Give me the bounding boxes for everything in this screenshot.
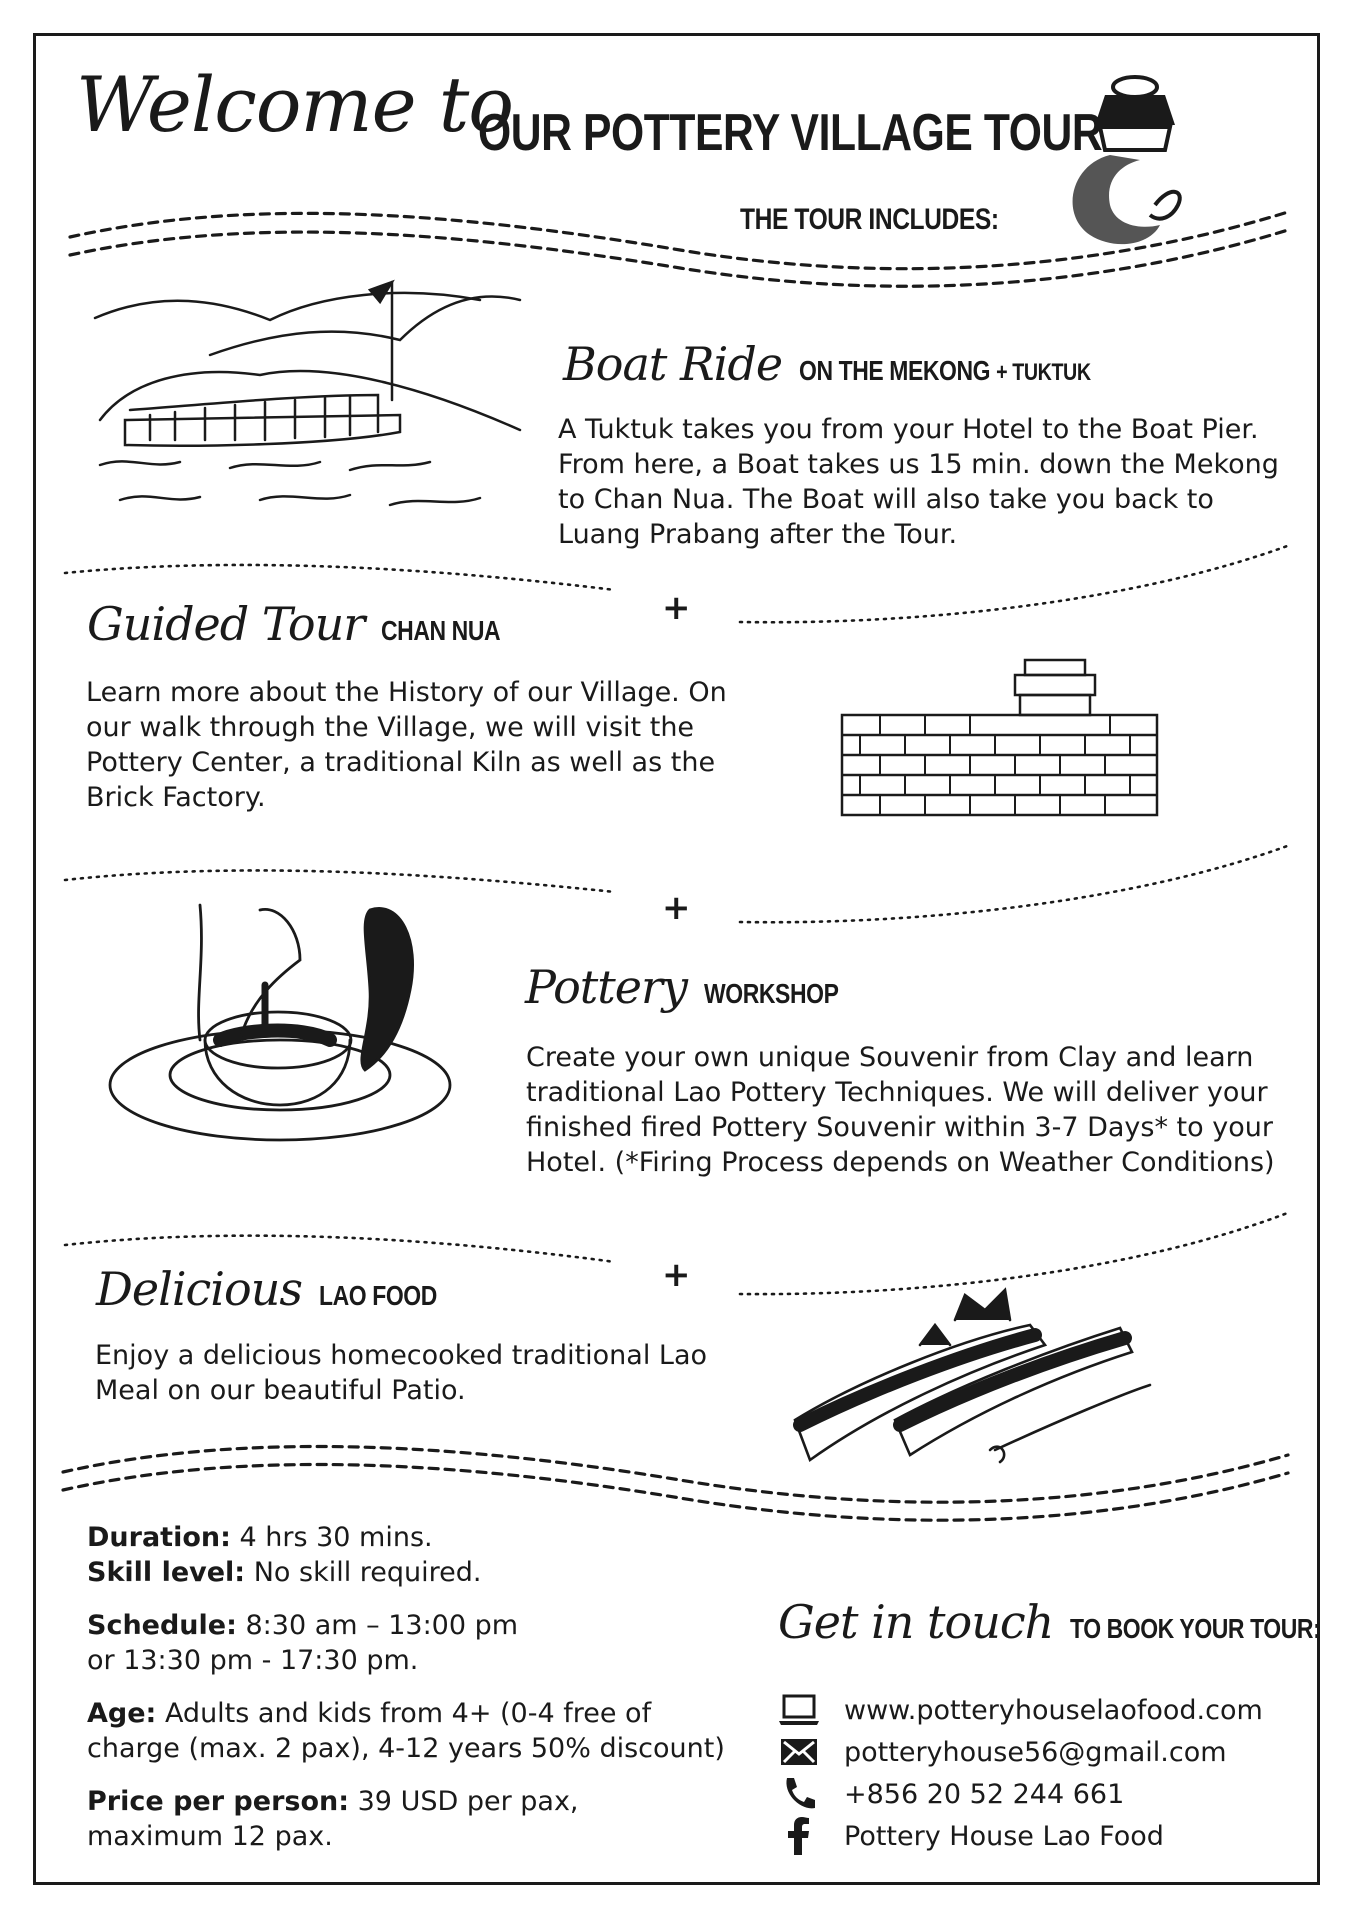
plus-sign: +: [662, 888, 691, 928]
facebook-link[interactable]: Pottery House Lao Food: [844, 1820, 1164, 1852]
brick-wall-illustration: [842, 660, 1157, 815]
food-text: Enjoy a delicious homecooked traditional Lao Meal on our beautiful Patio.: [95, 1340, 708, 1406]
pottery-script: Pottery: [525, 960, 687, 1014]
contact-caps: TO BOOK YOUR TOUR:: [1070, 1613, 1321, 1644]
age-row: Age: Adults and kids from 4+ (0-4 free of: [87, 1698, 652, 1729]
guided-tour-caps: CHAN NUA: [381, 615, 501, 646]
schedule-row: Schedule: 8:30 am – 13:00 pm: [87, 1610, 519, 1641]
website-link[interactable]: www.potteryhouselaofood.com: [844, 1694, 1263, 1726]
phone-icon: [776, 1775, 822, 1813]
contact-heading: [778, 1595, 1353, 1649]
website-row[interactable]: [776, 1690, 1263, 1730]
page-title: OUR POTTERY VILLAGE TOUR: [478, 104, 1103, 162]
guided-tour-heading: [87, 597, 527, 651]
envelope-icon: [776, 1733, 822, 1771]
boat-ride-text: A Tuktuk takes you from your Hotel to the Boat Pier. From here, a Boat takes us 15 min. down the Mekong to Chan Nua. The Boat will also take you back to Luang Prabang after the Tour.: [558, 414, 1279, 550]
guided-tour-script: Guided Tour: [87, 597, 365, 651]
guided-tour-text: Learn more about the History of our Village. On our walk through the Village, we will visit the Pottery Center, a traditional Kiln as well as the Brick Factory.: [86, 677, 727, 813]
schedule-row-2: or 13:30 pm - 17:30 pm.: [87, 1645, 419, 1676]
phone-row[interactable]: [776, 1774, 1124, 1814]
price-row: Price per person: 39 USD per pax,: [87, 1786, 579, 1817]
contact-list: [776, 1690, 1296, 1860]
boat-ride-illustration: [95, 282, 520, 505]
pottery-wheel-illustration: [110, 905, 450, 1140]
food-script: Delicious: [96, 1262, 302, 1316]
tour-includes-heading: THE TOUR INCLUDES:: [740, 203, 999, 236]
plus-sign: +: [662, 1255, 691, 1295]
email-link[interactable]: potteryhouse56@gmail.com: [844, 1736, 1227, 1768]
facebook-row[interactable]: [776, 1816, 1164, 1856]
age-row-2: charge (max. 2 pax), 4-12 years 50% discount): [87, 1733, 725, 1764]
welcome-script: Welcome to: [76, 60, 514, 149]
boat-ride-heading: [563, 337, 1155, 391]
skill-row: Skill level: No skill required.: [87, 1557, 482, 1588]
food-heading: [96, 1262, 463, 1316]
food-caps: LAO FOOD: [319, 1280, 437, 1311]
tour-info: [87, 1520, 767, 1854]
phone-number[interactable]: +856 20 52 244 661: [844, 1778, 1125, 1810]
boat-ride-script: Boat Ride: [563, 337, 783, 391]
contact-script: Get in touch: [778, 1595, 1054, 1649]
duration-row: Duration: 4 hrs 30 mins.: [87, 1522, 433, 1553]
facebook-icon: [776, 1817, 822, 1855]
pottery-text: Create your own unique Souvenir from Clay and learn traditional Lao Pottery Techniques. We will deliver your finished fired Pottery Souvenir within 3-7 Days* to your Hotel. (*Firing Process depends on Weather Conditions): [526, 1042, 1275, 1178]
pottery-heading: [525, 960, 868, 1014]
price-row-2: maximum 12 pax.: [87, 1821, 333, 1852]
lao-food-illustration: [795, 1290, 1150, 1462]
laptop-icon: [776, 1691, 822, 1729]
email-row[interactable]: [776, 1732, 1227, 1772]
plus-sign: +: [662, 588, 691, 628]
pottery-caps: WORKSHOP: [704, 978, 839, 1009]
boat-ride-caps: ON THE MEKONG + TUKTUK: [799, 355, 1091, 386]
